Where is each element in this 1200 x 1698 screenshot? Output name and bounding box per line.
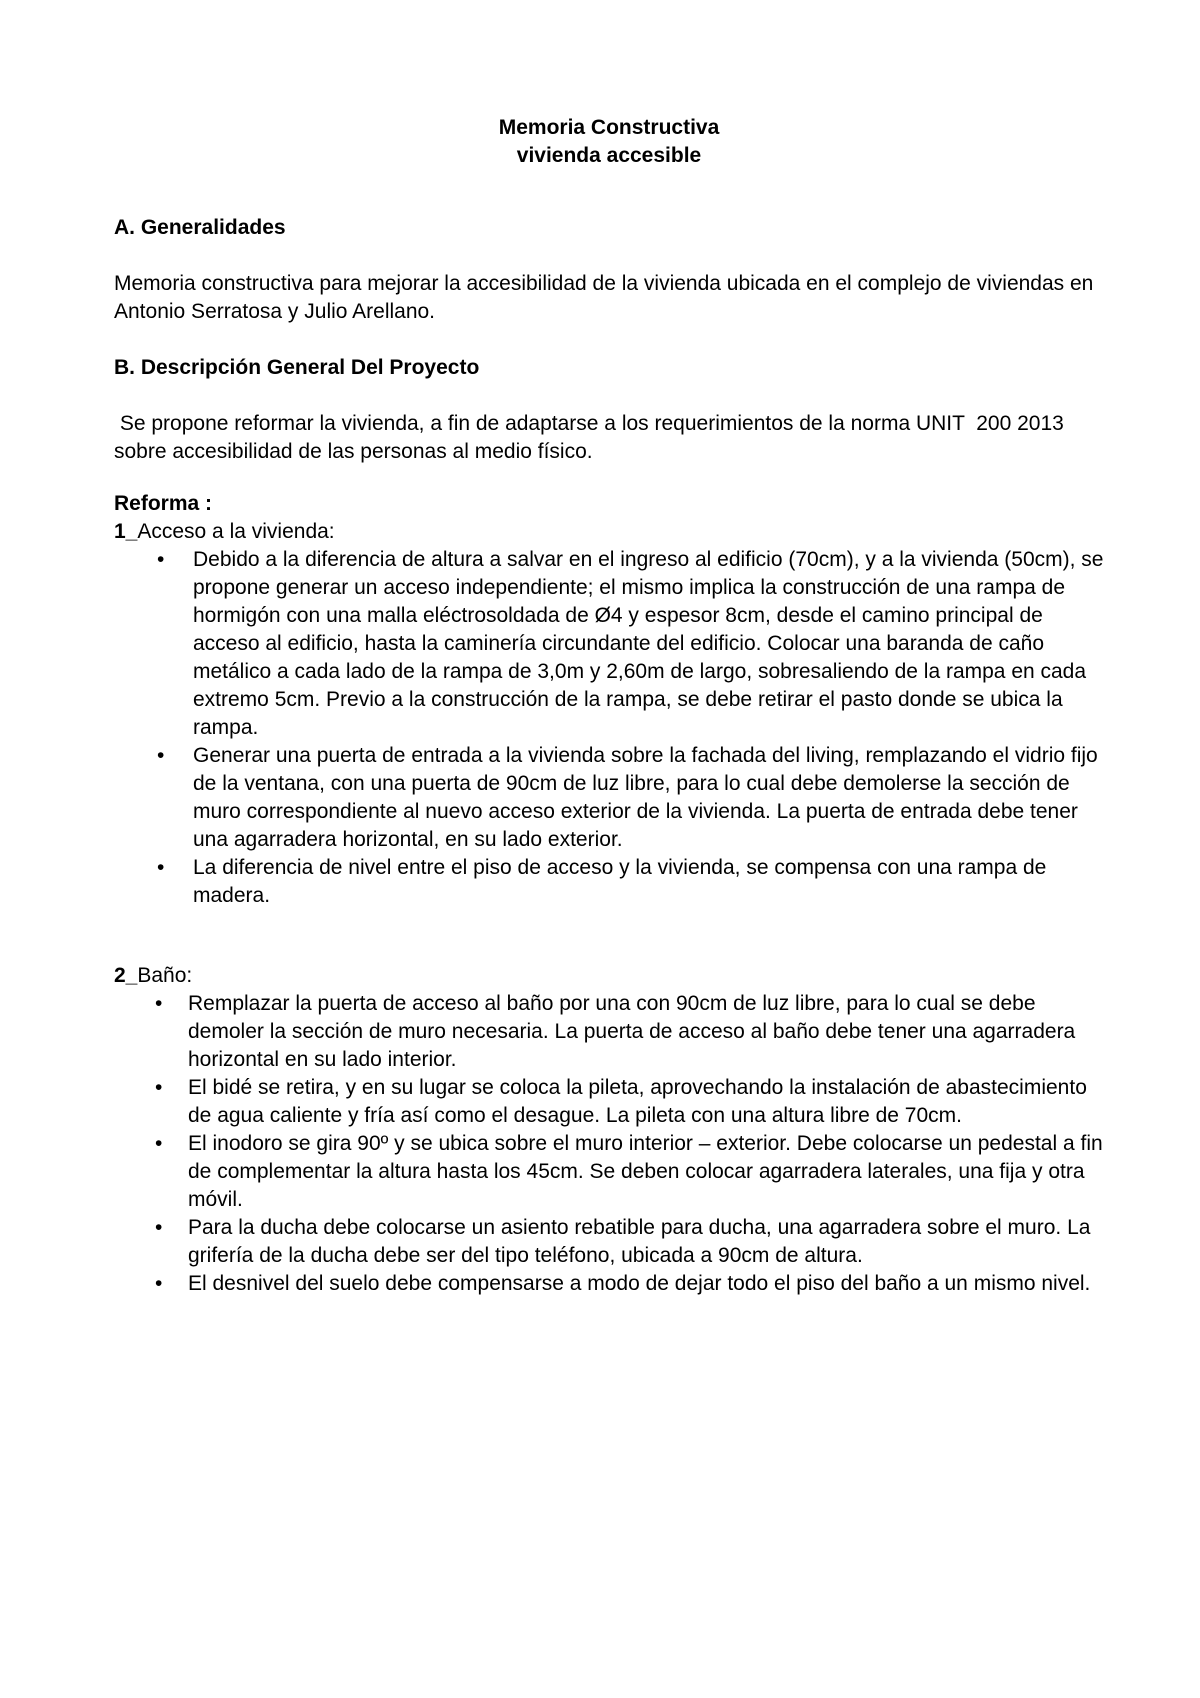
list-item-text: El inodoro se gira 90º y se ubica sobre el muro interior – exterior. Debe colocarse un pedestal a fin de complementar la altura hasta los 45cm. Se deben colocar agarradera laterales, una fija y otra móvil.	[188, 1132, 1103, 1211]
section-a-heading: A. Generalidades	[114, 216, 286, 239]
document-title	[114, 114, 1104, 170]
item-number: 2_	[114, 964, 138, 987]
list-item-text: Debido a la diferencia de altura a salvar en el ingreso al edificio (70cm), y a la vivienda (50cm), se propone generar un acceso independiente; el mismo implica la construcción de una rampa de hormigón con una malla eléctrosoldada de Ø4 y espesor 8cm, desde el camino principal de acceso al edificio, hasta la caminería circundante del edificio. Colocar una baranda de caño metálico a cada lado de la rampa de 3,0m y 2,60m de largo, sobresaliendo de la rampa en cada extremo 5cm. Previo a la construcción de la rampa, se debe retirar el pasto donde se ubica la rampa.	[193, 548, 1104, 739]
list-item	[114, 1130, 1104, 1214]
document-body	[114, 114, 1104, 1298]
reforma-item-1-heading	[114, 518, 1104, 546]
list-item	[114, 1074, 1104, 1130]
item-label: Acceso a la vivienda:	[137, 520, 335, 543]
bullet-icon: •	[157, 548, 165, 571]
reforma-item-2-bullets	[114, 990, 1104, 1298]
bullet-icon: •	[155, 1132, 163, 1155]
title-line-2: vivienda accesible	[516, 144, 702, 167]
reforma-item-1-bullets	[114, 546, 1104, 910]
list-item-text: La diferencia de nivel entre el piso de acceso y la vivienda, se compensa con una rampa de madera.	[193, 856, 1047, 907]
list-item	[114, 1214, 1104, 1270]
item-number: 1_	[114, 520, 138, 543]
bullet-icon: •	[155, 1076, 163, 1099]
reforma-heading: Reforma :	[114, 492, 213, 515]
list-item	[114, 990, 1104, 1074]
bullet-icon: •	[157, 744, 165, 767]
list-item-text: El bidé se retira, y en su lugar se coloca la pileta, aprovechando la instalación de abastecimiento de agua caliente y fría así como el desague. La pileta con una altura libre de 70cm.	[188, 1076, 1087, 1127]
section-a-paragraph: Memoria constructiva para mejorar la accesibilidad de la vivienda ubicada en el complejo de viviendas en Antonio Serratosa y Julio Arellano.	[114, 272, 1094, 323]
title-line-1: Memoria Constructiva	[498, 116, 720, 139]
list-item	[114, 742, 1104, 854]
bullet-icon: •	[155, 992, 163, 1015]
list-item	[114, 1270, 1104, 1298]
list-item	[114, 854, 1104, 910]
item-label: Baño:	[137, 964, 193, 987]
list-item-text: Para la ducha debe colocarse un asiento rebatible para ducha, una agarradera sobre el muro. La grifería de la ducha debe ser del tipo teléfono, ubicada a 90cm de altura.	[188, 1216, 1091, 1267]
section-b-paragraph: Se propone reformar la vivienda, a fin de adaptarse a los requerimientos de la norma UNIT 200 2013 sobre accesibilidad de las personas al medio físico.	[114, 412, 1070, 463]
list-item	[114, 546, 1104, 742]
bullet-icon: •	[155, 1216, 163, 1239]
section-b-heading: B. Descripción General Del Proyecto	[114, 356, 480, 379]
bullet-icon: •	[157, 856, 165, 879]
list-item-text: El desnivel del suelo debe compensarse a modo de dejar todo el piso del baño a un mismo nivel.	[188, 1272, 1091, 1295]
bullet-icon: •	[155, 1272, 163, 1295]
list-item-text: Generar una puerta de entrada a la vivienda sobre la fachada del living, remplazando el vidrio fijo de la ventana, con una puerta de 90cm de luz libre, para lo cual debe demolerse la sección de muro correspondiente al nuevo acceso exterior de la vivienda. La puerta de entrada debe tener una agarradera horizontal, en su lado exterior.	[193, 744, 1098, 851]
reforma-item-2-heading	[114, 962, 1104, 990]
list-item-text: Remplazar la puerta de acceso al baño por una con 90cm de luz libre, para lo cual se debe demoler la sección de muro necesaria. La puerta de acceso al baño debe tener una agarradera horizontal en su lado interior.	[188, 992, 1076, 1071]
